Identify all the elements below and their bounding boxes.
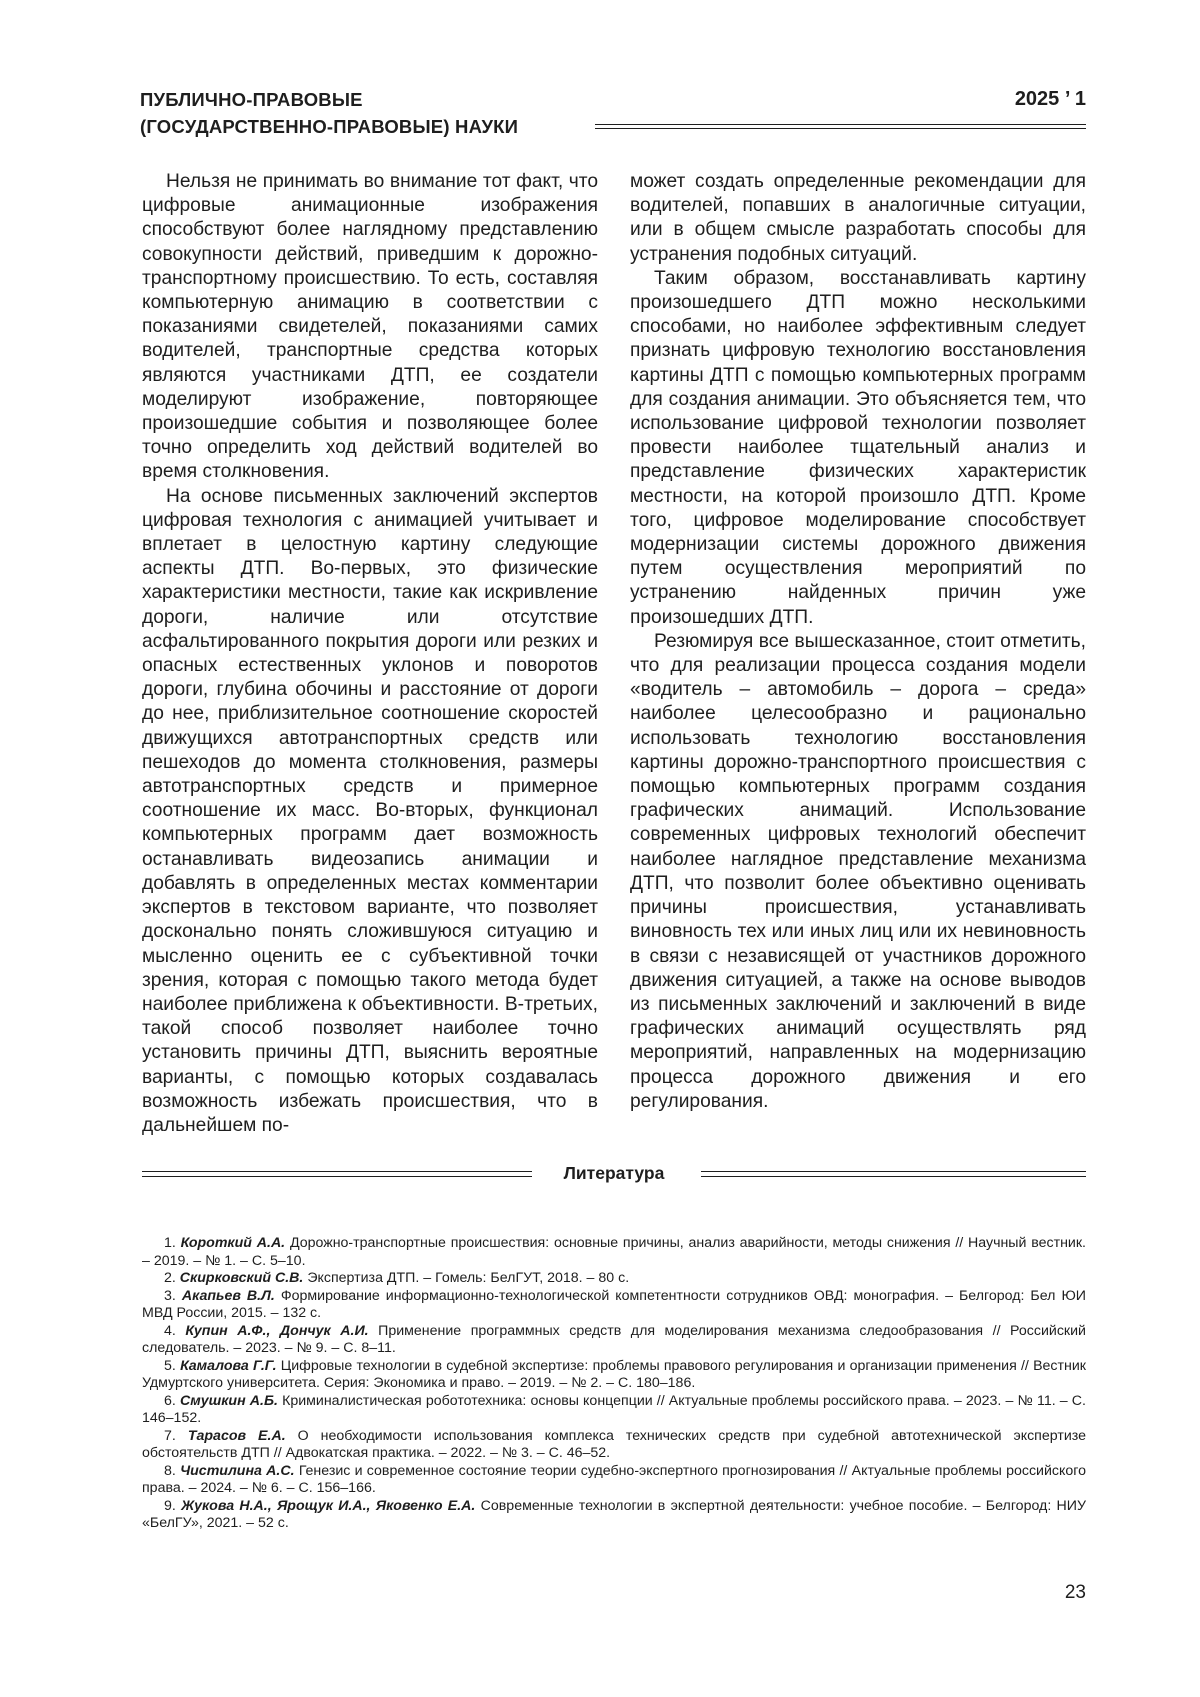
reference-text: О необходимости использования комплекса технических средств при судебной автотехнической экспертизе обстоятельств ДТП // Адвокатская практика. – 2022. – № 3. – С. 46–52. bbox=[142, 1427, 1086, 1461]
reference-author: Чистилина А.С. bbox=[180, 1462, 295, 1479]
reference-number: 3. bbox=[164, 1287, 176, 1304]
running-header bbox=[140, 86, 1086, 142]
left-paragraph-1: Нельзя не принимать во внимание тот факт, что цифровые анимационные изображения способствуют более наглядному представлению совокупности действий, приведшим к дорожно-транспортному происшествию. То есть, составляя компьютерную анимацию в соответствии с показаниями свидетелей, показаниями самих водителей, транспортные средства которых являются участниками ДТП, ее создатели моделируют изображение, повторяющее произошедшие события и позволяющее более точно определить ход действий водителей во время столкновения. bbox=[142, 171, 598, 483]
right-column bbox=[630, 170, 1086, 1114]
reference-number: 4. bbox=[164, 1322, 176, 1339]
reference-item bbox=[142, 1463, 1086, 1498]
reference-item bbox=[142, 1235, 1086, 1270]
reference-number: 8. bbox=[164, 1462, 176, 1479]
reference-text: Экспертиза ДТП. – Гомель: БелГУТ, 2018. – 80 с. bbox=[307, 1270, 630, 1286]
reference-number: 5. bbox=[164, 1357, 176, 1374]
reference-text: Дорожно-транспортные происшествия: основные причины, анализ аварийности, методы снижения // Научный вестник. – 2019. – № 1. – С. 5–10. bbox=[142, 1235, 1086, 1269]
left-column bbox=[142, 170, 598, 1138]
reference-author: Акапьев В.Л. bbox=[181, 1287, 275, 1304]
rubric-line-2: (ГОСУДАРСТВЕННО-ПРАВОВЫЕ) НАУКИ bbox=[140, 116, 519, 137]
reference-item bbox=[142, 1270, 1086, 1288]
header-rule bbox=[595, 124, 1086, 129]
reference-number: 6. bbox=[164, 1392, 176, 1409]
reference-author: Короткий А.А. bbox=[180, 1235, 286, 1251]
right-paragraph-3: Резюмируя все вышесказанное, стоит отметить, что для реализации процесса создания модели «водитель – автомобиль – дорога – среда» наиболее целесообразно и рационально использовать технологию восстановления картины дорожно-транспортного происшествия с помощью компьютерных программ создания графических анимаций. Использование современных цифровых технологий обеспечит наиболее наглядное представление механизма ДТП, что позволит более объективно оценивать причины происшествия, устанавливать виновность тех или иных лиц или их невиновность в связи с независящей от участников дорожного движения ситуацией, а также на основе выводов из письменных заключений и заключений в виде графических анимаций осуществлять ряд мероприятий, направленных на модернизацию процесса дорожного движения и его регулирования. bbox=[630, 630, 1086, 1112]
reference-number: 9. bbox=[164, 1497, 176, 1514]
references-list bbox=[142, 1235, 1086, 1533]
reference-number: 1. bbox=[164, 1235, 176, 1251]
reference-item bbox=[142, 1393, 1086, 1428]
reference-number: 2. bbox=[164, 1270, 176, 1286]
reference-author: Тарасов Е.А. bbox=[187, 1427, 286, 1444]
rubric-line-1: ПУБЛИЧНО-ПРАВОВЫЕ bbox=[140, 89, 363, 110]
references-heading bbox=[142, 1162, 1086, 1186]
reference-text: Современные технологии в экспертной деятельности: учебное пособие. – Белгород: НИУ «БелГУ», 2021. – 52 с. bbox=[142, 1497, 1086, 1531]
issue-number: 2025 ’ 1 bbox=[1014, 88, 1086, 110]
reference-item bbox=[142, 1323, 1086, 1358]
reference-item bbox=[142, 1288, 1086, 1323]
reference-item bbox=[142, 1428, 1086, 1463]
reference-author: Камалова Г.Г. bbox=[180, 1357, 277, 1374]
reference-number: 7. bbox=[164, 1427, 176, 1444]
references-rule-right bbox=[701, 1171, 1086, 1177]
reference-author: Скирковский С.В. bbox=[179, 1270, 304, 1286]
reference-text: Формирование информационно-технологической компетентности сотрудников ОВД: монография. – Белгород: Бел ЮИ МВД России, 2015. – 132 с. bbox=[142, 1287, 1086, 1321]
reference-item bbox=[142, 1358, 1086, 1393]
reference-text: Криминалистическая робототехника: основы концепции // Актуальные проблемы российского права. – 2023. – № 11. – С. 146–152. bbox=[142, 1392, 1086, 1426]
reference-text: Генезис и современное состояние теории судебно-экспертного прогнозирования // Актуальные проблемы российского права. – 2024. – № 6. – С. 156–166. bbox=[142, 1462, 1086, 1496]
left-paragraph-2: На основе письменных заключений экспертов цифровая технология с анимацией учитывает и вплетает в целостную картину следующие аспекты ДТП. Во-первых, это физические характеристики местности, такие как искривление дороги, наличие или отсутствие асфальтированного покрытия дороги или резких и опасных естественных уклонов и поворотов дороги, глубина обочины и расстояние от дороги до нее, приблизительное соотношение скоростей движущихся автотранспортных средств или пешеходов до момента столкновения, размеры автотранспортных средств и примерное соотношение их масс. Во-вторых, функционал компьютерных программ дает возможность останавливать видеозапись анимации и добавлять в определенных местах комментарии экспертов в текстовом варианте, что позволяет досконально понять сложившуюся ситуацию и мысленно оценить ее с субъективной точки зрения, которая с помощью такого метода будет наиболее приближена к объективности. В-третьих, такой способ позволяет наиболее точно установить причины ДТП, выяснить вероятные варианты, с помощью которых создавалась возможность избежать происшествия, что в дальнейшем по- bbox=[142, 485, 598, 1136]
references-title: Литература bbox=[563, 1163, 665, 1183]
reference-author: Жукова Н.А., Ярощук И.А., Яковенко Е.А. bbox=[181, 1497, 476, 1514]
reference-item bbox=[142, 1498, 1086, 1533]
journal-rubric bbox=[140, 86, 518, 140]
reference-author: Смушкин А.Б. bbox=[179, 1392, 278, 1409]
page-number: 23 bbox=[1064, 1582, 1086, 1603]
right-paragraph-2: Таким образом, восстанавливать картину произошедшего ДТП можно несколькими способами, но наиболее эффективным следует признать цифровую технологию восстановления картины ДТП с помощью компьютерных программ для создания анимации. Это объясняется тем, что использование цифровой технологии позволяет провести наиболее тщательный анализ и представление физических характеристик местности, на которой произошло ДТП. Кроме того, цифровое моделирование способствует модернизации системы дорожного движения путем осуществления мероприятий по устранению найденных причин уже произошедших ДТП. bbox=[630, 267, 1086, 628]
reference-author: Купин А.Ф., Дончук А.И. bbox=[185, 1322, 369, 1339]
reference-text: Цифровые технологии в судебной экспертизе: проблемы правового регулирования и организации применения // Вестник Удмуртского университета. Серия: Экономика и право. – 2019. – № 2. – С. 180–186. bbox=[142, 1357, 1086, 1391]
reference-text: Применение программных средств для моделирования механизма следообразования // Российский следователь. – 2023. – № 9. – С. 8–11. bbox=[142, 1322, 1086, 1356]
right-paragraph-1: может создать определенные рекомендации для водителей, попавших в аналогичные ситуации, или в общем смысле разработать способы для устранения подобных ситуаций. bbox=[630, 171, 1086, 265]
